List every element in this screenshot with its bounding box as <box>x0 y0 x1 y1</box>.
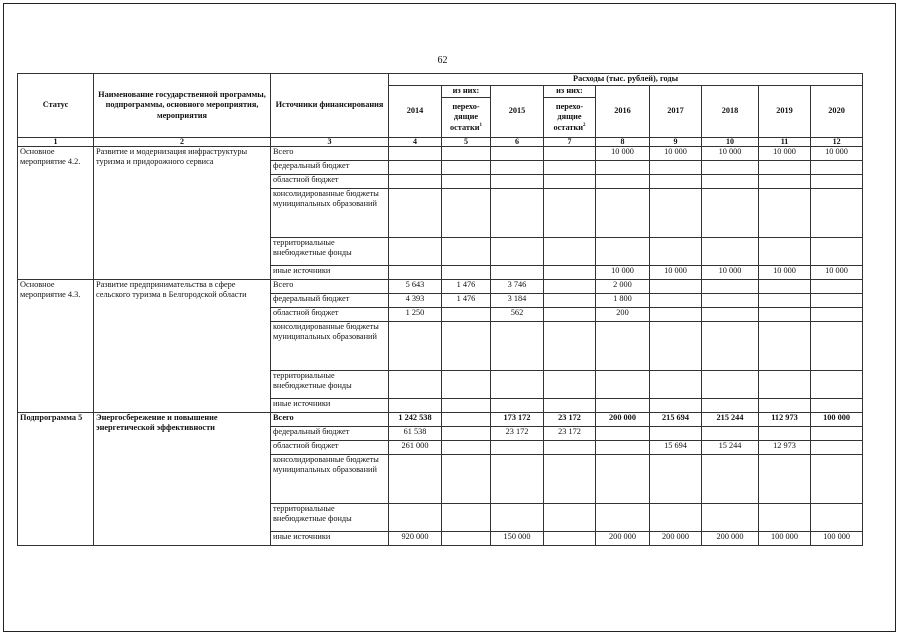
value-cell <box>442 413 491 427</box>
value-cell <box>596 504 650 532</box>
value-cell: 10 000 <box>596 266 650 280</box>
value-cell <box>491 371 544 399</box>
value-cell <box>811 161 863 175</box>
value-cell: 562 <box>491 308 544 322</box>
column-number: 7 <box>544 138 596 147</box>
source-cell: областной бюджет <box>271 441 389 455</box>
value-cell <box>544 266 596 280</box>
value-cell <box>759 294 811 308</box>
value-cell <box>491 189 544 238</box>
source-cell: консолидированные бюджеты муниципальных образований <box>271 322 389 371</box>
value-cell: 15 244 <box>702 441 759 455</box>
value-cell: 261 000 <box>389 441 442 455</box>
value-cell <box>759 399 811 413</box>
value-cell <box>442 504 491 532</box>
value-cell: 1 250 <box>389 308 442 322</box>
value-cell <box>702 504 759 532</box>
value-cell <box>389 238 442 266</box>
value-cell <box>811 455 863 504</box>
value-cell: 1 476 <box>442 294 491 308</box>
source-cell: областной бюджет <box>271 308 389 322</box>
value-cell <box>442 371 491 399</box>
value-cell <box>702 399 759 413</box>
value-cell <box>702 308 759 322</box>
header-sources: Источники финансирования <box>271 74 389 138</box>
header-year-2015: 2015 <box>491 86 544 138</box>
value-cell: 100 000 <box>811 413 863 427</box>
value-cell: 10 000 <box>811 266 863 280</box>
value-cell <box>702 427 759 441</box>
value-cell: 2 000 <box>596 280 650 294</box>
value-cell <box>389 322 442 371</box>
value-cell <box>442 189 491 238</box>
value-cell <box>811 308 863 322</box>
value-cell <box>702 189 759 238</box>
source-cell: Всего <box>271 413 389 427</box>
header-year-2014: 2014 <box>389 86 442 138</box>
value-cell: 1 476 <box>442 280 491 294</box>
status-cell: Основное мероприятие 4.2. <box>18 147 94 280</box>
value-cell <box>442 147 491 161</box>
value-cell <box>650 189 702 238</box>
value-cell <box>650 455 702 504</box>
value-cell: 215 244 <box>702 413 759 427</box>
value-cell: 150 000 <box>491 532 544 546</box>
value-cell: 10 000 <box>650 147 702 161</box>
value-cell: 4 393 <box>389 294 442 308</box>
value-cell <box>759 238 811 266</box>
value-cell <box>544 161 596 175</box>
value-cell <box>596 399 650 413</box>
value-cell <box>759 455 811 504</box>
value-cell <box>650 294 702 308</box>
value-cell: 200 000 <box>650 532 702 546</box>
value-cell <box>811 189 863 238</box>
value-cell <box>702 280 759 294</box>
value-cell: 5 643 <box>389 280 442 294</box>
value-cell: 215 694 <box>650 413 702 427</box>
value-cell <box>442 455 491 504</box>
value-cell <box>389 371 442 399</box>
header-from-them-1: из них: <box>442 86 491 98</box>
value-cell <box>442 322 491 371</box>
value-cell: 200 000 <box>596 413 650 427</box>
column-number: 12 <box>811 138 863 147</box>
page-number: 62 <box>437 55 448 66</box>
value-cell <box>491 322 544 371</box>
value-cell <box>650 161 702 175</box>
value-cell <box>544 280 596 294</box>
value-cell: 100 000 <box>759 532 811 546</box>
header-from-them-2: из них: <box>544 86 596 98</box>
source-cell: федеральный бюджет <box>271 161 389 175</box>
source-cell: консолидированные бюджеты муниципальных образований <box>271 189 389 238</box>
source-cell: Всего <box>271 280 389 294</box>
value-cell <box>811 280 863 294</box>
column-number: 11 <box>759 138 811 147</box>
table-row <box>18 413 863 427</box>
value-cell <box>702 238 759 266</box>
budget-table <box>17 73 863 546</box>
name-cell: Энергосбережение и повышение энергетической эффективности <box>94 413 271 546</box>
table-row <box>18 147 863 161</box>
value-cell <box>442 266 491 280</box>
value-cell <box>389 147 442 161</box>
value-cell: 10 000 <box>650 266 702 280</box>
value-cell: 23 172 <box>544 413 596 427</box>
value-cell: 112 973 <box>759 413 811 427</box>
header-year-2018: 2018 <box>702 86 759 138</box>
value-cell <box>389 266 442 280</box>
value-cell <box>702 371 759 399</box>
header-name: Наименование государственной программы, подпрограммы, основного мероприятия, мероприятия <box>94 74 271 138</box>
value-cell: 200 000 <box>596 532 650 546</box>
source-cell: федеральный бюджет <box>271 427 389 441</box>
column-number: 1 <box>18 138 94 147</box>
value-cell: 15 694 <box>650 441 702 455</box>
value-cell <box>811 175 863 189</box>
value-cell <box>442 441 491 455</box>
value-cell: 10 000 <box>811 147 863 161</box>
source-cell: федеральный бюджет <box>271 294 389 308</box>
value-cell: 10 000 <box>759 266 811 280</box>
value-cell <box>544 399 596 413</box>
value-cell <box>491 504 544 532</box>
source-cell: иные источники <box>271 399 389 413</box>
value-cell: 1 242 538 <box>389 413 442 427</box>
column-number: 9 <box>650 138 702 147</box>
value-cell <box>544 504 596 532</box>
source-cell: иные источники <box>271 266 389 280</box>
value-cell: 3 184 <box>491 294 544 308</box>
value-cell: 1 800 <box>596 294 650 308</box>
value-cell <box>596 161 650 175</box>
header-year-2020: 2020 <box>811 86 863 138</box>
value-cell <box>491 238 544 266</box>
value-cell: 100 000 <box>811 532 863 546</box>
value-cell: 200 <box>596 308 650 322</box>
value-cell <box>702 322 759 371</box>
value-cell <box>702 294 759 308</box>
value-cell <box>491 161 544 175</box>
table-row <box>18 280 863 294</box>
value-cell <box>544 322 596 371</box>
value-cell <box>389 189 442 238</box>
value-cell <box>491 266 544 280</box>
value-cell <box>650 322 702 371</box>
column-number: 6 <box>491 138 544 147</box>
value-cell: 920 000 <box>389 532 442 546</box>
value-cell <box>650 399 702 413</box>
value-cell <box>442 532 491 546</box>
value-cell <box>442 175 491 189</box>
value-cell <box>544 441 596 455</box>
value-cell <box>544 175 596 189</box>
value-cell <box>544 238 596 266</box>
value-cell <box>759 427 811 441</box>
value-cell <box>442 161 491 175</box>
header-year-2017: 2017 <box>650 86 702 138</box>
value-cell: 23 172 <box>491 427 544 441</box>
header-expenses: Расходы (тыс. рублей), годы <box>389 74 863 86</box>
value-cell: 10 000 <box>702 147 759 161</box>
name-cell: Развитие и модернизация инфраструктуры туризма и придорожного сервиса <box>94 147 271 280</box>
value-cell <box>596 427 650 441</box>
value-cell <box>596 189 650 238</box>
column-number: 3 <box>271 138 389 147</box>
value-cell <box>811 399 863 413</box>
value-cell <box>811 371 863 399</box>
header-carry-over-2: перехо-дящие остатки$^2$ <box>544 98 596 138</box>
status-cell: Подпрограмма 5 <box>18 413 94 546</box>
value-cell <box>759 308 811 322</box>
value-cell <box>650 427 702 441</box>
value-cell <box>596 371 650 399</box>
value-cell <box>596 441 650 455</box>
value-cell <box>702 455 759 504</box>
name-cell: Развитие предпринимательства в сфере сельского туризма в Белгородской области <box>94 280 271 413</box>
column-number-row <box>18 138 863 147</box>
value-cell <box>702 175 759 189</box>
header-carry-over-1: перехо-дящие остатки$^1$ <box>442 98 491 138</box>
value-cell <box>596 175 650 189</box>
value-cell <box>650 280 702 294</box>
value-cell <box>759 371 811 399</box>
header-year-2016: 2016 <box>596 86 650 138</box>
value-cell <box>596 455 650 504</box>
status-cell: Основное мероприятие 4.3. <box>18 280 94 413</box>
value-cell: 3 746 <box>491 280 544 294</box>
value-cell <box>544 294 596 308</box>
value-cell: 23 172 <box>544 427 596 441</box>
value-cell: 10 000 <box>596 147 650 161</box>
source-cell: областной бюджет <box>271 175 389 189</box>
column-number: 4 <box>389 138 442 147</box>
value-cell <box>442 238 491 266</box>
value-cell <box>811 322 863 371</box>
value-cell <box>596 322 650 371</box>
value-cell <box>544 189 596 238</box>
value-cell <box>442 427 491 441</box>
value-cell <box>389 399 442 413</box>
value-cell <box>491 399 544 413</box>
value-cell <box>759 280 811 294</box>
column-number: 8 <box>596 138 650 147</box>
value-cell <box>389 161 442 175</box>
value-cell <box>596 238 650 266</box>
value-cell <box>811 441 863 455</box>
value-cell <box>544 147 596 161</box>
value-cell <box>811 294 863 308</box>
value-cell <box>491 441 544 455</box>
value-cell: 173 172 <box>491 413 544 427</box>
column-number: 2 <box>94 138 271 147</box>
value-cell <box>442 399 491 413</box>
value-cell <box>811 504 863 532</box>
value-cell: 10 000 <box>759 147 811 161</box>
value-cell <box>491 455 544 504</box>
value-cell <box>389 175 442 189</box>
value-cell <box>650 175 702 189</box>
column-number: 10 <box>702 138 759 147</box>
value-cell <box>491 147 544 161</box>
source-cell: территориальные внебюджетные фонды <box>271 238 389 266</box>
value-cell <box>759 175 811 189</box>
value-cell <box>759 161 811 175</box>
value-cell <box>389 455 442 504</box>
value-cell <box>544 371 596 399</box>
value-cell: 10 000 <box>702 266 759 280</box>
value-cell <box>650 238 702 266</box>
value-cell <box>759 504 811 532</box>
budget-table-body <box>18 147 863 546</box>
header-status: Статус <box>18 74 94 138</box>
value-cell <box>442 308 491 322</box>
source-cell: Всего <box>271 147 389 161</box>
value-cell <box>544 532 596 546</box>
value-cell: 200 000 <box>702 532 759 546</box>
source-cell: территориальные внебюджетные фонды <box>271 371 389 399</box>
column-number: 5 <box>442 138 491 147</box>
header-year-2019: 2019 <box>759 86 811 138</box>
value-cell <box>811 427 863 441</box>
source-cell: консолидированные бюджеты муниципальных образований <box>271 455 389 504</box>
source-cell: иные источники <box>271 532 389 546</box>
value-cell <box>389 504 442 532</box>
value-cell <box>544 308 596 322</box>
value-cell <box>759 189 811 238</box>
value-cell <box>650 308 702 322</box>
value-cell <box>650 504 702 532</box>
value-cell: 61 538 <box>389 427 442 441</box>
value-cell <box>759 322 811 371</box>
value-cell <box>650 371 702 399</box>
source-cell: территориальные внебюджетные фонды <box>271 504 389 532</box>
value-cell <box>544 455 596 504</box>
value-cell: 12 973 <box>759 441 811 455</box>
value-cell <box>491 175 544 189</box>
value-cell <box>702 161 759 175</box>
value-cell <box>811 238 863 266</box>
